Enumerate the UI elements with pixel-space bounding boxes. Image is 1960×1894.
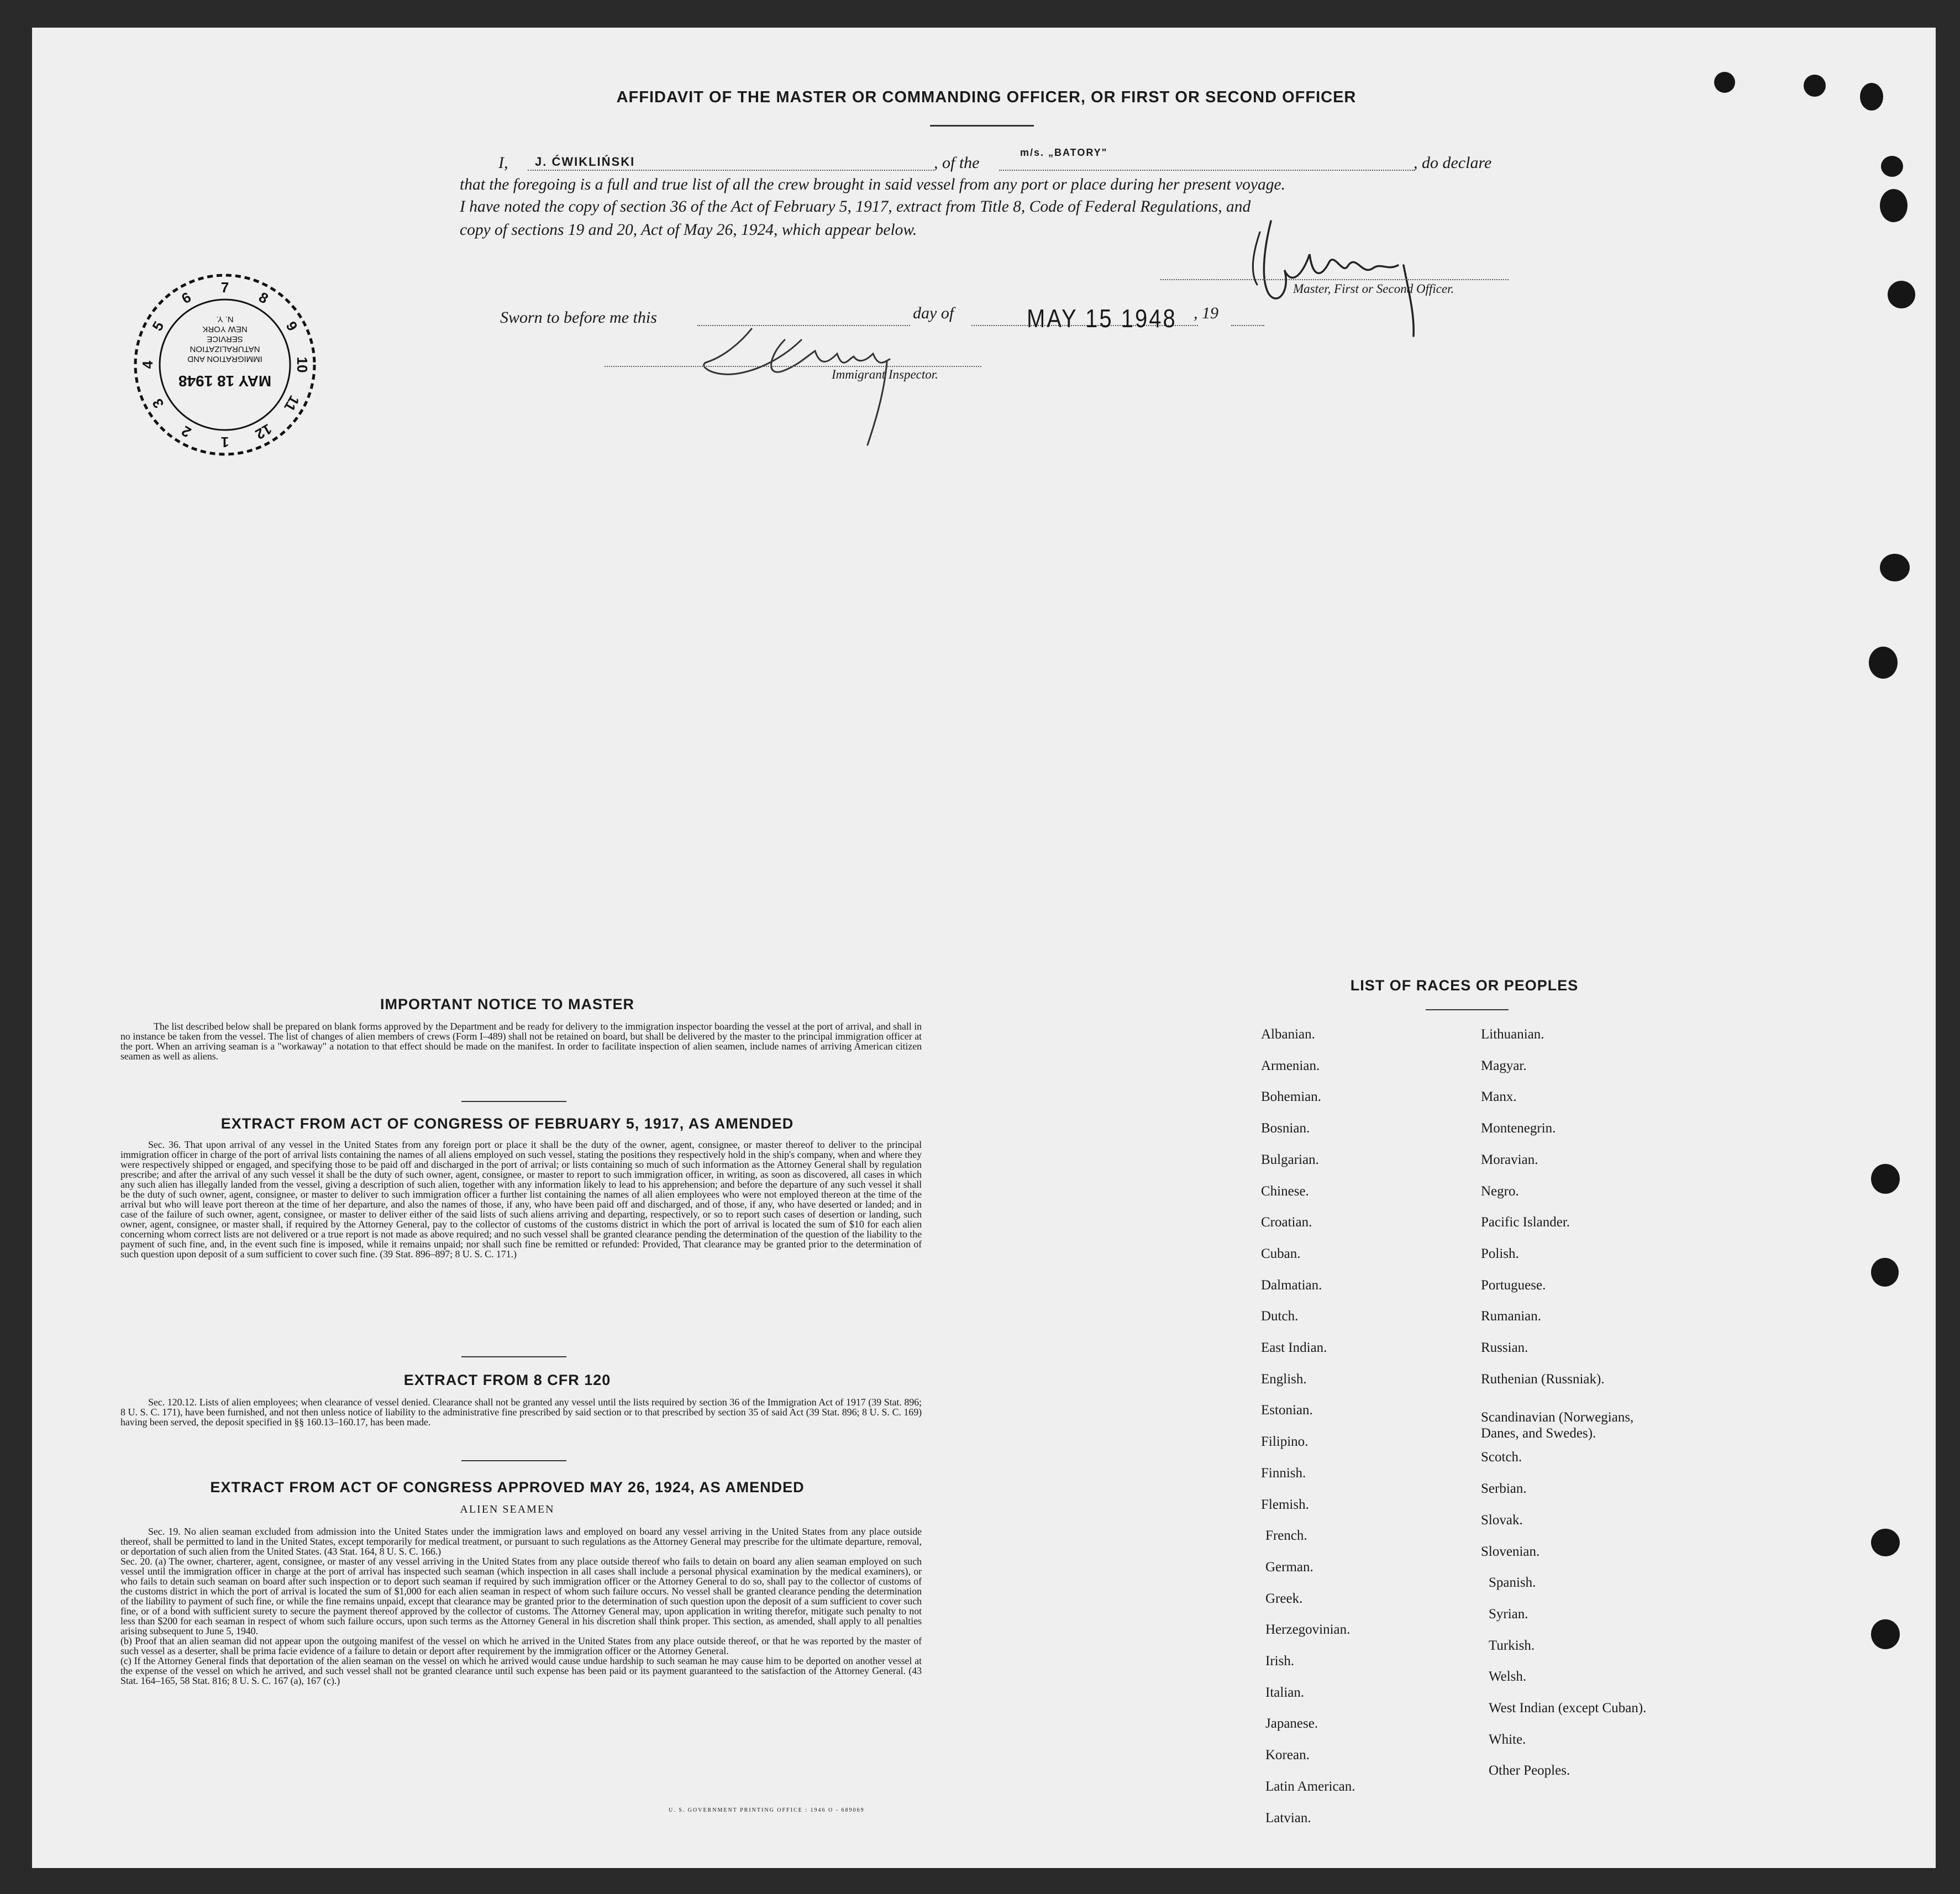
- binder-hole: [1880, 189, 1908, 222]
- binder-hole: [1881, 156, 1903, 177]
- stamp-ring-number: 5: [149, 318, 167, 334]
- page-title: AFFIDAVIT OF THE MASTER OR COMMANDING OFFICER, OR FIRST OR SECOND OFFICER: [616, 88, 1357, 106]
- notice-body: The list described below shall be prepared on blank forms approved by the Department and be ready for delivery to the immigration inspector boarding the vessel at the port of arrival, and shall in no instance be taken from the vessel. The list of changes of alien members of crews (Form I–489) shall not be retained on board, but shall be delivered by the master to the principal immigration officer at the port. When an arriving seaman is a "workaway" a notation to that effect should be made on the manifest. In order to facilitate inspection of alien seamen, include names of arriving American citizen seamen as well as aliens.: [120, 1021, 922, 1062]
- date-stamp: MAY 15 1948: [1027, 305, 1177, 333]
- race-item: Cuban.: [1261, 1246, 1301, 1261]
- stamp-ring-number: 4: [139, 360, 156, 369]
- do-declare-text: , do declare: [1413, 154, 1492, 172]
- race-item: Negro.: [1481, 1183, 1519, 1199]
- race-item: Ruthenian (Russniak).: [1481, 1371, 1605, 1387]
- stamp-ring-number: 2: [178, 422, 194, 441]
- year-prefix: , 19: [1194, 304, 1218, 322]
- binder-hole: [1880, 554, 1910, 581]
- gpo-imprint: U. S. GOVERNMENT PRINTING OFFICE : 1946 O - 689069: [669, 1807, 865, 1813]
- race-item: Serbian.: [1481, 1481, 1527, 1497]
- race-item: Magyar.: [1481, 1058, 1527, 1073]
- section-divider: [461, 1356, 566, 1357]
- race-item: Filipino.: [1261, 1434, 1309, 1450]
- master-name: J. ĆWIKLIŃSKI: [535, 155, 635, 169]
- binder-hole: [1871, 1164, 1900, 1194]
- stamp-ring-number: 3: [149, 396, 167, 411]
- race-item: White.: [1489, 1732, 1526, 1747]
- extract-1924-body: Sec. 19. No alien seaman excluded from admission into the United States under the immigration laws and employed on board any vessel arriving in the United States from any place outside thereof, shall be permitted to land in the United States, except temporarily for medical treatment, or pursuant to such regulations as the Attorney General may prescribe for the ultimate departure, removal, or deportation of such alien from the United States. (43 Stat. 164, 8 U. S. C. 166.) Sec. 20. (a) The owner, charterer, agent, consignee, or master of any vessel arriving in the United States from any place outside thereof who fails to detain on board any alien seaman employed on such vessel until the immigration officer in charge at the port of arrival has inspected such seaman (which inspection in all cases shall include a personal physical examination by the medical examiners), or who fails to detain such seaman on board after such inspection or to deport such seaman if required by such immigration officer or the Attorney General to do so, shall pay to the collector of customs of the customs district in which the port of arrival is located the sum of $1,000 for each alien seaman in respect of whom such failure occurs. No vessel shall be granted clearance pending the determination of the liability to payment of such fine, or while the fine remains unpaid, except that clearance may be granted prior to the determination of such question upon the deposit of a sum sufficient to cover such fine, or of a bond with sufficient surety to secure the payment thereof approved by the collector of customs. The Attorney General may, upon application in writing therefor, mitigate such penalty to not less than $200 for each seaman in respect of whom such failure occurs, upon such terms as the Attorney General in his discretion shall think proper. This section, as amended, shall apply to all penalties arising subsequent to June 5, 1940. (b) Proof that an alien seaman did not appear upon the outgoing manifest of the vessel on which he arrived in the United States from any place outside thereof, or that he was reported by the master of such vessel as a deserter, shall be prima facie evidence of a failure to detain or deport after requirement by the immigration officer or the Attorney General. (c) If the Attorney General finds that deportation of the alien seaman on the vessel on which he arrived would cause undue hardship to such seaman he may cause him to be deported on another vessel at the expense of the vessel on which he arrived, and such vessel shall not be granted clearance until such expense has been paid or its payment guaranteed to the satisfaction of the Attorney General. (43 Stat. 164–165, 58 Stat. 816; 8 U. S. C. 167 (a), 167 (c).): [120, 1526, 922, 1686]
- binder-hole: [1871, 1619, 1900, 1649]
- binder-hole: [1869, 647, 1898, 679]
- race-item: Bohemian.: [1261, 1089, 1322, 1105]
- inspector-caption: Immigrant Inspector.: [832, 368, 938, 381]
- race-item: Latvian.: [1265, 1810, 1311, 1825]
- binder-hole: [1871, 1258, 1899, 1287]
- extract-1917-body: Sec. 36. That upon arrival of any vessel in the United States from any foreign port or place it shall be the duty of the owner, agent, consignee, or master thereof to deliver to the principal immigration officer in charge of the port of arrival lists containing the names of all aliens employed on such vessel, stating the positions they respectively hold in the ship's company, when and where they were respectively shipped or engaged, and specifying those to be paid off and discharged in the port of arrival; or lists containing so much of such information as the Attorney General shall by regulation prescribe; and after the arrival of any such vessel it shall be the duty of such owner, agent, consignee, or master to report to such immigration officer, in writing, as soon as discovered, all cases in which any such alien has illegally landed from the vessel, giving a description of such alien, together with any information likely to lead to his apprehension; and before the departure of any such vessel it shall be the duty of such owner, agent, consignee, or master to deliver to such immigration officer a further list containing the names of all alien employees who were not employed thereon at the time of the arrival but who will leave port thereon at the time of her departure, and also the names of those, if any, who have been paid off and discharged, and of those, if any, who have deserted or landed; and in case of the failure of such owner, agent, consignee, or master to deliver either of the said lists of such aliens arriving and departing, respectively, or so to report such cases of desertion or landing, such owner, agent, consignee, or master shall, if required by the Attorney General, pay to the collector of customs of the customs district in which the port of arrival is located the sum of $10 for each alien concerning whom correct lists are not delivered or a true report is not made as above required; and no such vessel shall be granted clearance pending the determination of the question of the liability to the payment of such fine, and, in the event such fine is imposed, while it remains unpaid; nor shall such fine be remitted or refunded: Provided, That clearance may be granted prior to the determination of such question upon deposit of a sum sufficient to cover such fine. (39 Stat. 896–897; 8 U. S. C. 171.): [120, 1139, 922, 1260]
- race-item: Scandinavian (Norwegians, Danes, and Swedes).: [1481, 1410, 1634, 1441]
- extract-1924-subtitle: ALIEN SEAMEN: [460, 1503, 555, 1515]
- stamp-text-line: NATURALIZATION: [190, 344, 260, 354]
- race-item: Italian.: [1265, 1685, 1305, 1700]
- sworn-text: Sworn to before me this: [500, 308, 657, 327]
- race-item: Bulgarian.: [1261, 1152, 1319, 1167]
- extract-1917-title: EXTRACT FROM ACT OF CONGRESS OF FEBRUARY 5, 1917, AS AMENDED: [220, 1115, 794, 1132]
- stamp-text-line: NEW YORK: [202, 324, 248, 334]
- race-item: Polish.: [1481, 1246, 1519, 1261]
- race-item: Russian.: [1481, 1340, 1528, 1355]
- race-item: Turkish.: [1489, 1638, 1535, 1653]
- race-item: Slovenian.: [1481, 1544, 1540, 1559]
- race-item: East Indian.: [1261, 1340, 1327, 1355]
- race-item: Irish.: [1265, 1654, 1295, 1669]
- vessel-fill-line: [999, 170, 1415, 171]
- day-of-text: day of: [913, 304, 954, 322]
- race-item: Herzegovinian.: [1265, 1622, 1351, 1638]
- race-item: Estonian.: [1261, 1403, 1313, 1418]
- race-item: Korean.: [1265, 1748, 1310, 1763]
- race-item: Dalmatian.: [1261, 1277, 1322, 1293]
- races-title-divider: [1426, 1009, 1509, 1010]
- stamp-text-line: N. Y.: [216, 314, 234, 324]
- stamp-ring-number: 6: [178, 288, 194, 307]
- declaration-line-2: that the foregoing is a full and true list of all the crew brought in said vessel from any port or place during her present voyage.: [460, 176, 1285, 193]
- binder-hole: [1871, 1529, 1900, 1556]
- race-item: Greek.: [1265, 1591, 1303, 1606]
- stamp-ring-number: 12: [252, 420, 275, 443]
- name-fill-line: [528, 170, 934, 171]
- race-item: French.: [1265, 1528, 1307, 1544]
- race-item: Chinese.: [1261, 1183, 1309, 1199]
- stamp-ring-number: 9: [282, 318, 301, 334]
- stamp-text-line: IMMIGRATION AND: [187, 354, 262, 364]
- stamp-ring-number: 7: [220, 279, 229, 296]
- race-item: Latin American.: [1265, 1778, 1355, 1794]
- race-item: Welsh.: [1489, 1669, 1527, 1685]
- binder-hole: [1714, 72, 1735, 93]
- section-divider: [461, 1460, 566, 1461]
- extract-cfr-body: Sec. 120.12. Lists of alien employees; when clearance of vessel denied. Clearance shall not be granted any vessel until the lists required by section 36 of the Immigration Act of 1917 (39 Stat. 896; 8 U. S. C. 171), have been furnished, and not then unless notice of liability to the administrative fine prescribed by said section or to that prescribed by section 35 of said Act (39 Stat. 896; 8 U. S. C. 169) having been served, the deposit specified in §§ 160.13–160.17, has been made.: [120, 1397, 922, 1428]
- race-item: Moravian.: [1481, 1152, 1538, 1167]
- immigration-service-round-stamp: [131, 271, 319, 459]
- stamp-text-line: SERVICE: [207, 334, 243, 344]
- stamp-date-text: MAY 18 1948: [178, 372, 272, 390]
- vessel-name: m/s. „BATORY": [1020, 147, 1108, 158]
- extract-1924-title: EXTRACT FROM ACT OF CONGRESS APPROVED MAY 26, 1924, AS AMENDED: [210, 1479, 805, 1496]
- race-item: English.: [1261, 1371, 1307, 1387]
- master-signature: [1238, 210, 1426, 337]
- race-item: Japanese.: [1265, 1716, 1318, 1732]
- master-sign-line: [1160, 279, 1509, 280]
- race-item: Montenegrin.: [1481, 1121, 1556, 1136]
- section-divider: [461, 1101, 566, 1102]
- stamp-ring-number: 10: [294, 356, 311, 373]
- race-item: Bosnian.: [1261, 1121, 1310, 1136]
- stamp-ring-number: 11: [281, 392, 303, 415]
- race-item: Scotch.: [1481, 1450, 1522, 1465]
- title-divider: [930, 125, 1034, 127]
- stamp-ring-number: 1: [220, 434, 229, 450]
- race-item: Croatian.: [1261, 1215, 1312, 1230]
- race-item: Rumanian.: [1481, 1309, 1542, 1324]
- binder-hole: [1804, 75, 1826, 97]
- race-item: German.: [1265, 1559, 1313, 1575]
- race-item: West Indian (except Cuban).: [1489, 1701, 1647, 1716]
- binder-hole: [1888, 281, 1915, 308]
- race-item: Lithuanian.: [1481, 1027, 1544, 1042]
- declaration-line-4: copy of sections 19 and 20, Act of May 26, 1924, which appear below.: [460, 221, 917, 239]
- extract-cfr-title: EXTRACT FROM 8 CFR 120: [403, 1372, 611, 1388]
- races-title: LIST OF RACES OR PEOPLES: [1350, 977, 1579, 994]
- sworn-year-line: [1231, 325, 1264, 326]
- notice-title: IMPORTANT NOTICE TO MASTER: [380, 996, 634, 1012]
- race-item: Armenian.: [1261, 1058, 1320, 1073]
- race-item: Slovak.: [1481, 1512, 1523, 1528]
- stamp-ring-number: 8: [256, 288, 271, 307]
- race-item: Spanish.: [1489, 1575, 1536, 1591]
- race-item: Manx.: [1481, 1089, 1517, 1105]
- race-item: Flemish.: [1261, 1497, 1309, 1512]
- inspector-signature: [696, 318, 928, 450]
- race-item: Syrian.: [1489, 1606, 1528, 1622]
- inspector-sign-line: [605, 366, 981, 367]
- race-item: Portuguese.: [1481, 1277, 1546, 1293]
- race-item: Finnish.: [1261, 1465, 1306, 1481]
- declaration-line-3: I have noted the copy of section 36 of the Act of February 5, 1917, extract from Title 8, Code of Federal Regulations, and: [460, 198, 1251, 216]
- binder-hole: [1860, 83, 1883, 111]
- race-item: Pacific Islander.: [1481, 1215, 1570, 1230]
- master-caption: Master, First or Second Officer.: [1293, 282, 1454, 296]
- race-item: Albanian.: [1261, 1027, 1315, 1042]
- declaration-prefix: I,: [498, 154, 508, 172]
- race-item: Other Peoples.: [1489, 1763, 1570, 1778]
- of-the-text: , of the: [934, 154, 980, 172]
- race-item: Dutch.: [1261, 1309, 1299, 1324]
